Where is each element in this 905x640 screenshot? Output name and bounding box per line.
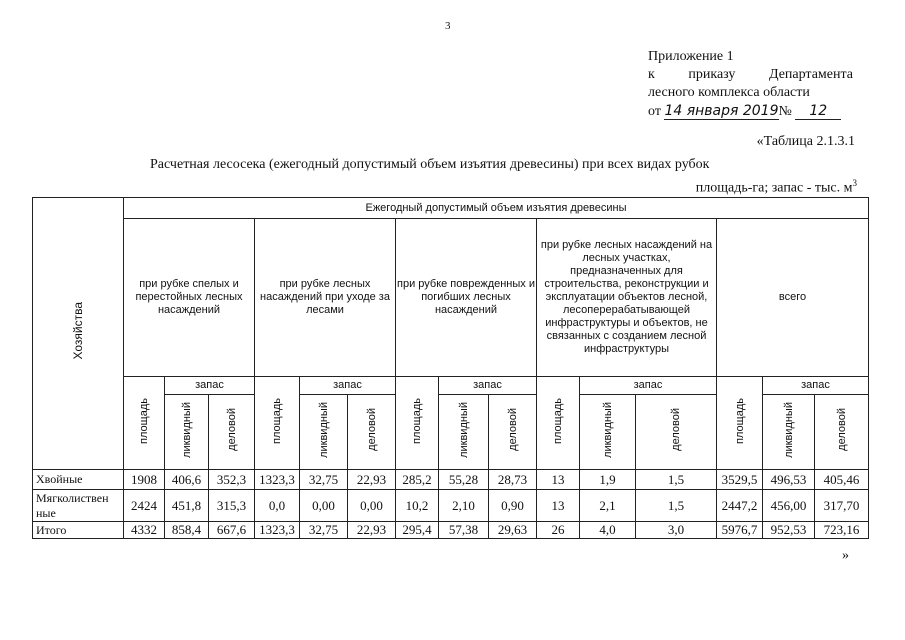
page-number: 3	[445, 20, 451, 32]
business-header: деловой	[489, 395, 537, 470]
liquid-header: ликвидный	[763, 395, 815, 470]
value-cell: 496,53	[763, 470, 815, 490]
table-title: Расчетная лесосека (ежегодный допустимый объем изъятия древесины) при всех видах рубок	[150, 157, 710, 172]
value-cell: 2447,2	[717, 490, 763, 522]
appendix-word: Департамента	[768, 67, 853, 82]
appendix-department: лесного комплекса области	[648, 85, 810, 100]
value-cell: 57,38	[439, 522, 489, 539]
stock-header: запас	[165, 377, 255, 395]
value-cell: 4332	[124, 522, 165, 539]
farm-name-cell: Хвойные	[33, 470, 124, 490]
business-header: деловой	[348, 395, 396, 470]
value-cell: 1,5	[636, 470, 717, 490]
value-cell: 667,6	[209, 522, 255, 539]
value-cell: 32,75	[300, 522, 348, 539]
units-note	[696, 178, 857, 197]
value-cell: 406,6	[165, 470, 209, 490]
value-cell: 13	[537, 470, 580, 490]
area-header: площадь	[537, 377, 580, 470]
value-cell: 55,28	[439, 470, 489, 490]
value-cell: 10,2	[396, 490, 439, 522]
value-cell: 858,4	[165, 522, 209, 539]
area-header: площадь	[255, 377, 300, 470]
liquid-header: ликвидный	[300, 395, 348, 470]
liquid-header: ликвидный	[439, 395, 489, 470]
business-header: деловой	[815, 395, 869, 470]
value-cell: 2424	[124, 490, 165, 522]
value-cell: 3529,5	[717, 470, 763, 490]
value-cell: 5976,7	[717, 522, 763, 539]
value-cell: 1323,3	[255, 470, 300, 490]
value-cell: 29,63	[489, 522, 537, 539]
units-text: площадь-га; запас - тыс. м	[695, 180, 853, 196]
liquid-header: ликвидный	[580, 395, 636, 470]
table-row	[33, 490, 869, 522]
appendix-word: приказу	[688, 67, 736, 82]
number-label: №	[778, 104, 792, 119]
value-cell: 1323,3	[255, 522, 300, 539]
stock-header: запас	[763, 377, 869, 395]
stock-header: запас	[580, 377, 717, 395]
value-cell: 456,00	[763, 490, 815, 522]
value-cell: 952,53	[763, 522, 815, 539]
value-cell: 317,70	[815, 490, 869, 522]
business-header: деловой	[209, 395, 255, 470]
business-header: деловой	[636, 395, 717, 470]
farm-name-cell: Мягколиствен ные	[33, 490, 124, 522]
value-cell: 2,10	[439, 490, 489, 522]
value-cell: 352,3	[209, 470, 255, 490]
value-cell: 723,16	[815, 522, 869, 539]
area-header: площадь	[124, 377, 165, 470]
group-header-care: при рубке лесных насаждений при уходе за лесами	[255, 219, 396, 377]
value-cell: 451,8	[165, 490, 209, 522]
value-cell: 0,00	[348, 490, 396, 522]
value-cell: 1,9	[580, 470, 636, 490]
value-cell: 285,2	[396, 470, 439, 490]
value-cell: 405,46	[815, 470, 869, 490]
value-cell: 315,3	[209, 490, 255, 522]
logging-volume-table	[32, 197, 869, 539]
closing-quote: »	[842, 548, 849, 563]
value-cell: 13	[537, 490, 580, 522]
appendix-order-line	[648, 66, 853, 84]
area-header: площадь	[396, 377, 439, 470]
stock-header: запас	[439, 377, 537, 395]
appendix-word: к	[648, 67, 655, 82]
stock-header: запас	[300, 377, 396, 395]
group-header-mature: при рубке спелых и перестойных лесных насаждений	[124, 219, 255, 377]
value-cell: 0,90	[489, 490, 537, 522]
value-cell: 22,93	[348, 470, 396, 490]
table-number: «Таблица 2.1.3.1	[756, 134, 855, 149]
liquid-header: ликвидный	[165, 395, 209, 470]
table-body	[33, 470, 869, 539]
group-header-construction: при рубке лесных насаждений на лесных участках, предназначенных для строительства, реконструкции и эксплуатации объектов лесной, лесоперерабатывающей инфраструктуры и объектов, не связанных с созданием лесной инфраструктуры	[537, 219, 717, 377]
appendix-block	[648, 48, 853, 121]
value-cell: 1,5	[636, 490, 717, 522]
appendix-title: Приложение 1	[648, 49, 734, 64]
group-header-damaged: при рубке поврежденных и погибших лесных насаждений	[396, 219, 537, 377]
farms-header: Хозяйства	[33, 198, 124, 470]
value-cell: 295,4	[396, 522, 439, 539]
value-cell: 28,73	[489, 470, 537, 490]
date-prefix: от	[648, 104, 661, 119]
units-superscript: 3	[852, 178, 857, 188]
table-row	[33, 522, 869, 539]
farm-name-cell: Итого	[33, 522, 124, 539]
handwritten-date: 14 января 2019	[664, 103, 779, 119]
table-row	[33, 470, 869, 490]
top-header: Ежегодный допустимый объем изъятия древесины	[124, 198, 869, 219]
value-cell: 2,1	[580, 490, 636, 522]
value-cell: 32,75	[300, 470, 348, 490]
group-header-total: всего	[717, 219, 869, 377]
handwritten-number: 12	[795, 103, 841, 120]
value-cell: 3,0	[636, 522, 717, 539]
value-cell: 26	[537, 522, 580, 539]
area-header: площадь	[717, 377, 763, 470]
value-cell: 1908	[124, 470, 165, 490]
value-cell: 0,00	[300, 490, 348, 522]
value-cell: 0,0	[255, 490, 300, 522]
value-cell: 22,93	[348, 522, 396, 539]
appendix-date-line	[648, 102, 853, 121]
value-cell: 4,0	[580, 522, 636, 539]
